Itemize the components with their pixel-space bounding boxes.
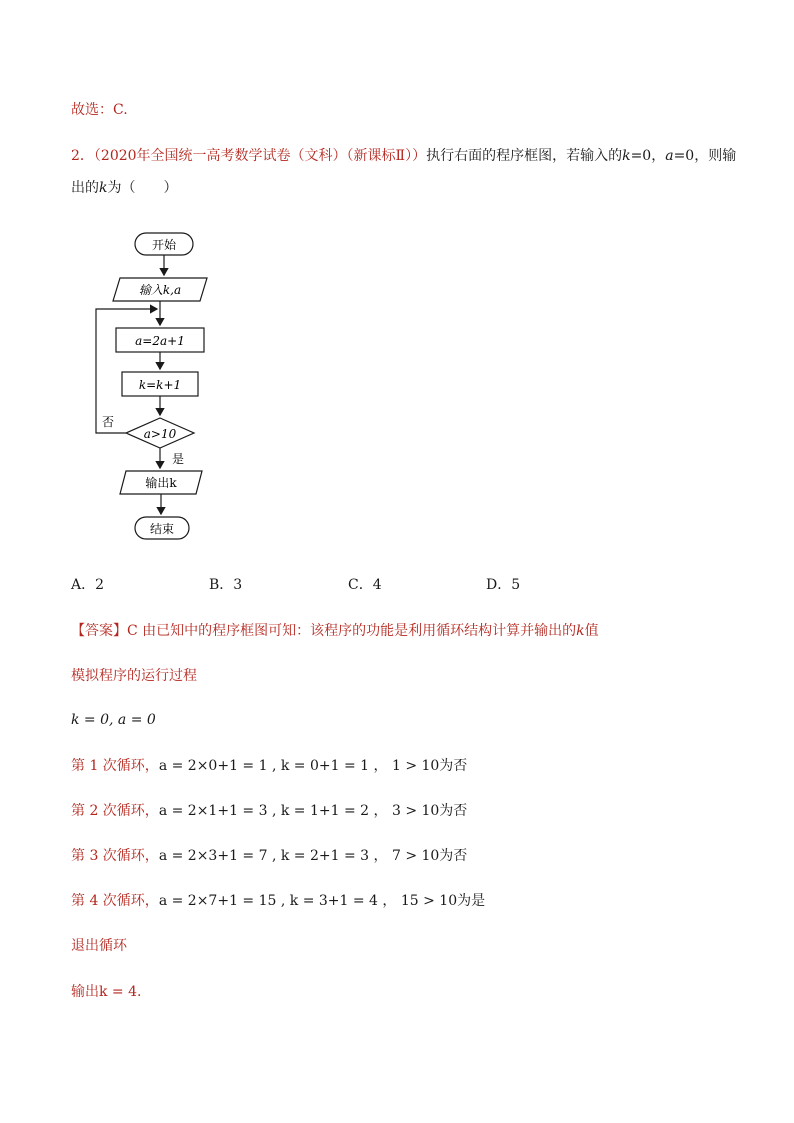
flow-step-k-label: k=k+1 <box>138 378 182 392</box>
solution-loop-4 <box>71 891 485 911</box>
flow-end-label: 结束 <box>149 522 175 536</box>
question-source: （2020年全国统一高考数学试卷（文科）（新课标Ⅱ）） <box>93 148 427 164</box>
flowchart <box>90 225 220 545</box>
loop-formula: a = 2×0+1 = 1 , k = 0+1 = 1 ， 1 > 10为否 <box>158 758 468 774</box>
solution-simulate: 模拟程序的运行过程 <box>71 668 197 684</box>
option-d: D．5 <box>486 577 521 593</box>
answer-line <box>71 621 599 641</box>
question-text-line2b: 为（ ） <box>107 180 178 196</box>
answer-tail: 值 <box>584 623 599 639</box>
loop-label: 第 3 次循环， <box>71 848 159 864</box>
loop-label: 第 4 次循环， <box>71 893 159 909</box>
loop-label: 第 2 次循环， <box>71 803 159 819</box>
answer-var-k: k <box>576 623 585 639</box>
flow-no-label: 否 <box>101 415 115 429</box>
previous-answer: 故选：C. <box>71 102 128 118</box>
flow-start-label: 开始 <box>151 238 177 252</box>
solution-init: k = 0, a = 0 <box>71 712 156 728</box>
option-c: C．4 <box>348 577 382 593</box>
option-b: B．3 <box>209 577 243 593</box>
answer-text: C 由已知中的程序框图可知：该程序的功能是利用循环结构计算并输出的 <box>127 623 577 639</box>
solution-loop-2 <box>71 801 467 821</box>
flow-output-label: 输出k <box>145 476 177 490</box>
solution-exit: 退出循环 <box>71 938 127 954</box>
var-a: a <box>665 148 674 164</box>
flow-decision-label: a>10 <box>143 427 177 441</box>
flow-step-a-label: a=2a+1 <box>135 334 185 348</box>
question-stem-line2 <box>71 178 177 198</box>
question-text-line2a: 出的 <box>71 180 99 196</box>
question-stem-line1 <box>71 146 736 166</box>
flow-input-label: 输入k,a <box>138 283 182 297</box>
option-a: A．2 <box>71 577 105 593</box>
flow-yes-label: 是 <box>171 452 185 466</box>
solution-output: 输出k = 4. <box>71 984 142 1000</box>
var-k-2: k <box>99 180 108 196</box>
loop-label: 第 1 次循环， <box>71 758 159 774</box>
question-text-eq2: =0，则输 <box>673 148 737 164</box>
question-number: 2． <box>71 148 94 164</box>
solution-loop-1 <box>71 756 467 776</box>
loop-formula: a = 2×3+1 = 7 , k = 2+1 = 3 ， 7 > 10为否 <box>158 848 468 864</box>
loop-formula: a = 2×1+1 = 3 , k = 1+1 = 2 ， 3 > 10为否 <box>158 803 468 819</box>
question-text: 执行右面的程序框图，若输入的 <box>426 148 623 164</box>
var-k: k <box>622 148 631 164</box>
solution-loop-3 <box>71 846 467 866</box>
question-text-eq1: =0， <box>630 148 666 164</box>
loop-formula: a = 2×7+1 = 15 , k = 3+1 = 4 ， 15 > 10为是 <box>158 893 486 909</box>
answer-tag: 【答案】 <box>71 623 127 639</box>
